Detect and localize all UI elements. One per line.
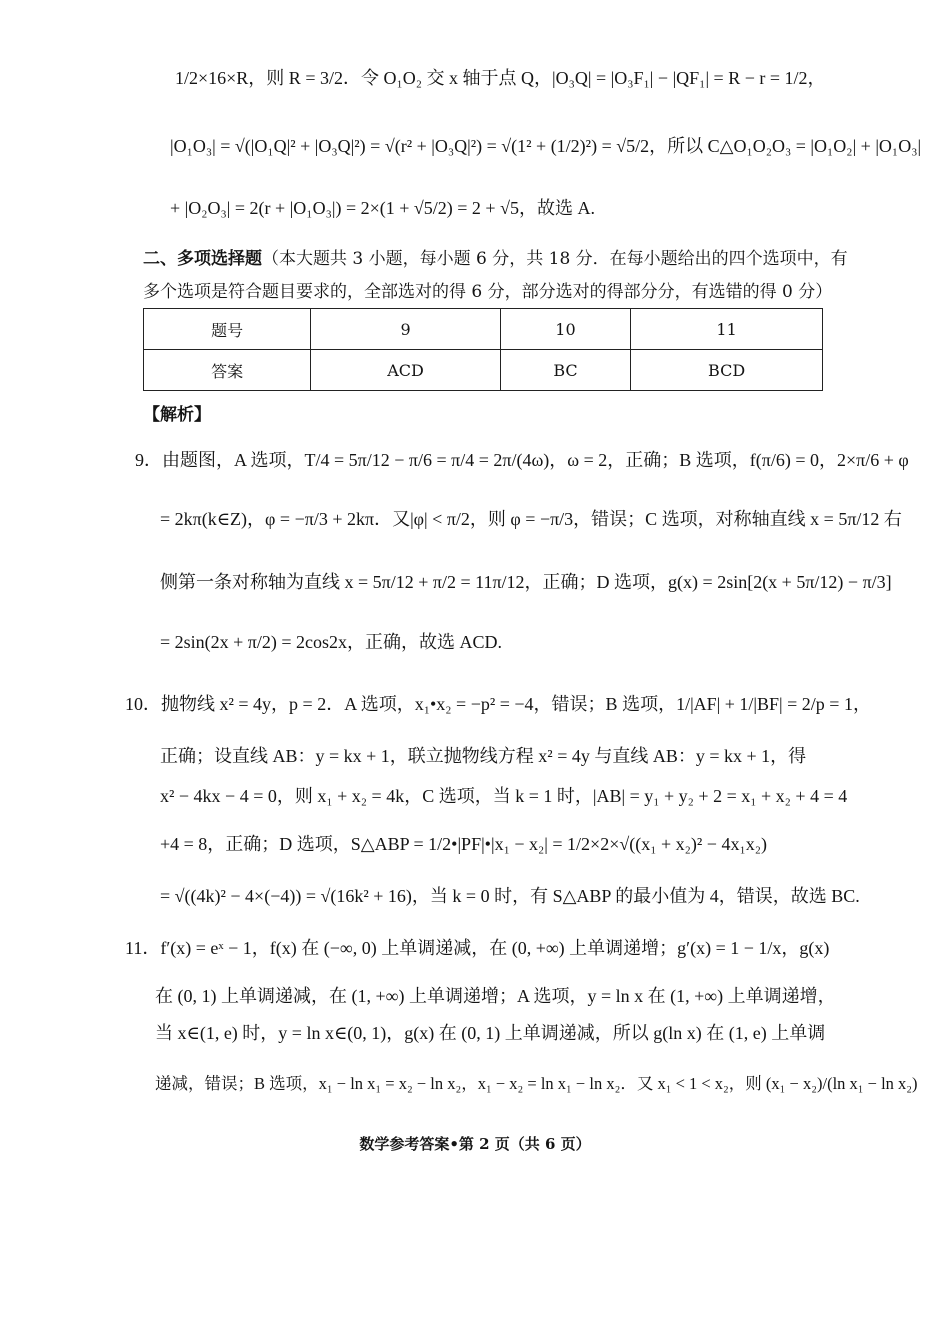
table-cell: ACD xyxy=(311,350,500,391)
page-footer: 数学参考答案•第 2 页（共 6 页） xyxy=(359,1135,591,1153)
text-line: 侧第一条对称轴为直线 x = 5π/12 + π/2 = 11π/12，正确；D 选项，g(x) = 2sin[2(x + 5π/12) − π/3] xyxy=(160,572,892,592)
text-line: = √((4k)² − 4×(−4)) = √(16k² + 16)，当 k = 0 时，有 S△ABP 的最小值为 4，错误，故选 BC. xyxy=(160,886,860,906)
section-description: （本大题共 3 小题，每小题 6 分，共 18 分．在每小题给出的四个选项中，有 xyxy=(262,249,848,269)
section-heading-line xyxy=(143,244,933,269)
table-row xyxy=(144,309,823,350)
text-line: 11．f′(x) = eˣ − 1，f(x) 在 (−∞, 0) 上单调递减，在 (0, +∞) 上单调递增；g′(x) = 1 − 1/x，g(x) xyxy=(125,938,830,958)
text-line: = 2sin(2x + π/2) = 2cos2x，正确，故选 ACD. xyxy=(160,632,503,652)
text-line: 正确；设直线 AB：y = kx + 1，联立抛物线方程 x² = 4y 与直线 AB：y = kx + 1，得 xyxy=(160,746,807,766)
text-line: = 2kπ(k∈Z)，φ = −π/3 + 2kπ．又|φ| < π/2，则 φ = −π/3，错误；C 选项，对称轴直线 x = 5π/12 右 xyxy=(160,509,902,529)
table-cell: 答案 xyxy=(144,350,311,391)
text-line: 10．抛物线 x² = 4y，p = 2．A 选项，x₁•x₂ = −p² = −4，错误；B 选项，1/|AF| + 1/|BF| = 2/p = 1， xyxy=(125,694,871,714)
table-cell: 10 xyxy=(500,309,630,350)
text-line: 9．由题图，A 选项，T/4 = 5π/12 − π/6 = π/4 = 2π/(4ω)，ω = 2，正确；B 选项，f(π/6) = 0，2×π/6 + φ xyxy=(135,450,909,470)
table-cell: 9 xyxy=(311,309,500,350)
analysis-label: 【解析】 xyxy=(143,405,211,425)
text-line: +4 = 8，正确；D 选项，S△ABP = 1/2•|PF|•|x₁ − x₂| = 1/2×2×√((x₁ + x₂)² − 4x₁x₂) xyxy=(160,834,768,854)
section-title: 二、多项选择题 xyxy=(143,249,262,269)
text-line: 1/2×16×R，则 R = 3/2．令 O₁O₂ 交 x 轴于点 Q，|O₃Q| = |O₃F₁| − |QF₁| = R − r = 1/2， xyxy=(175,68,826,88)
text-line: 当 x∈(1, e) 时，y = ln x∈(0, 1)，g(x) 在 (0, 1) 上单调递减，所以 g(ln x) 在 (1, e) 上单调 xyxy=(155,1023,826,1043)
answer-table xyxy=(143,308,823,391)
table-cell: 11 xyxy=(631,309,823,350)
table-cell: BC xyxy=(500,350,630,391)
text-line: 在 (0, 1) 上单调递减，在 (1, +∞) 上单调递增；A 选项，y = ln x 在 (1, +∞) 上单调递增， xyxy=(155,986,836,1006)
text-line: 递减，错误；B 选项，x₁ − ln x₁ = x₂ − ln x₂，x₁ − x₂ = ln x₁ − ln x₂．又 x₁ < 1 < x₂，则 (x₁ − x₂)/(ln x₁ − ln x₂) xyxy=(155,1074,918,1093)
text-line: |O₁O₃| = √(|O₁Q|² + |O₃Q|²) = √(r² + |O₃Q|²) = √(1² + (1/2)²) = √5/2，所以 C△O₁O₂O₃ = |O₁O₂| + |O₁O₃| xyxy=(170,136,922,156)
text-line: x² − 4kx − 4 = 0，则 x₁ + x₂ = 4k，C 选项，当 k = 1 时，|AB| = y₁ + y₂ + 2 = x₁ + x₂ + 4 = 4 xyxy=(160,786,848,806)
table-cell: 题号 xyxy=(144,309,311,350)
table-cell: BCD xyxy=(631,350,823,391)
table-row xyxy=(144,350,823,391)
text-line: + |O₂O₃| = 2(r + |O₁O₃|) = 2×(1 + √5/2) = 2 + √5，故选 A. xyxy=(170,198,595,218)
section-description-line: 多个选项是符合题目要求的，全部选对的得 6 分，部分选对的得部分分，有选错的得 0 分） xyxy=(143,282,833,302)
